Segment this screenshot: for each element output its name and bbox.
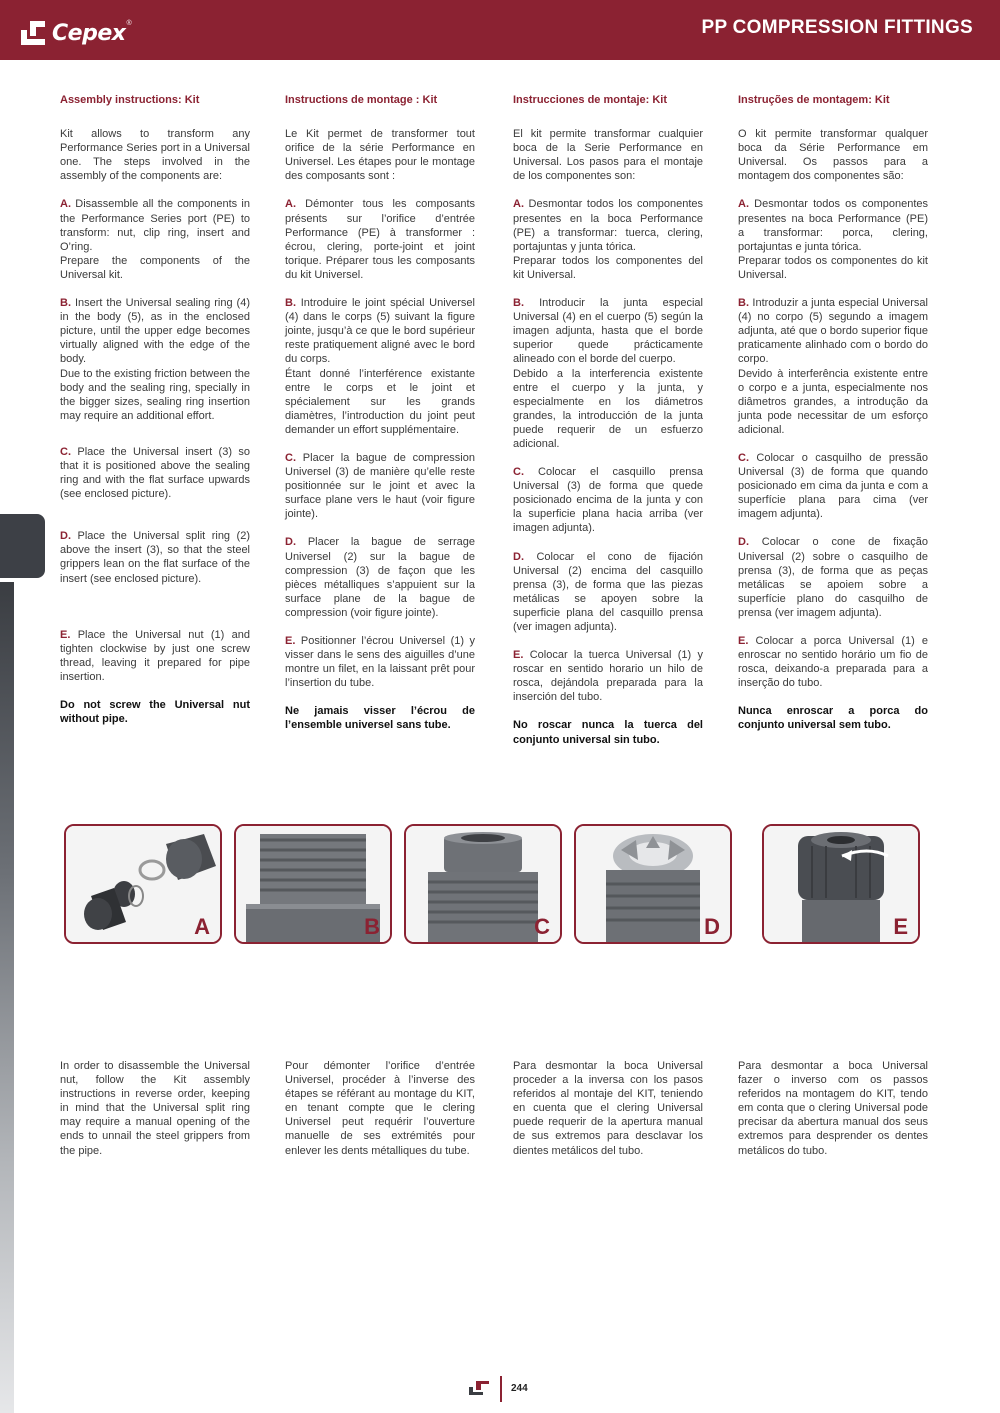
column-title: Instruções de montagem: Kit bbox=[738, 94, 890, 106]
page-title: PP COMPRESSION FITTINGS bbox=[701, 17, 973, 38]
step-label: D. bbox=[285, 536, 296, 549]
step-text: Colocar el casquillo prensa Universal (3) de forma que quede posicionado encima de la junta y con la superficie plana hacia arriba (ver imagen adjunta). bbox=[513, 466, 703, 535]
step-e bbox=[513, 648, 703, 704]
column-spanish bbox=[513, 93, 703, 761]
brand-name: Cepex bbox=[52, 20, 126, 46]
step-text: Colocar la tuerca Universal (1) y roscar en sentido horario un hilo de rosca, dejándola preparada para la inserción del tubo. bbox=[513, 649, 703, 704]
step-label: B. bbox=[285, 297, 296, 310]
step-text: Desmontar todos los componentes presentes en la boca Performance (PE) a transformar: tuerca, clering, portajuntas y junta tórica. bbox=[513, 198, 703, 253]
side-gradient-bar bbox=[0, 582, 14, 1413]
step-label: C. bbox=[60, 445, 71, 458]
step-label: D. bbox=[60, 530, 71, 543]
step-label: A. bbox=[738, 198, 749, 211]
page-number: 244 bbox=[511, 1383, 528, 1394]
step-label: A. bbox=[60, 198, 71, 211]
step-a bbox=[738, 197, 928, 282]
intro-text: El kit permite transformar cualquier boca de la Serie Performance en Universal. Los pasos para el montaje de los componentes son: bbox=[513, 128, 703, 183]
intro-text: Le Kit permet de transformer tout orifice de la série Performance en Universel. Les étapes pour le montage des composants sont : bbox=[285, 128, 475, 183]
step-extra: Preparar todos los componentes del kit Universal. bbox=[513, 254, 703, 281]
photo-c bbox=[404, 824, 562, 944]
step-extra: Due to the existing friction between the body and the sealing ring, specially in the bigger sizes, sealing ring insertion may require an additional effort. bbox=[60, 367, 250, 422]
warning-text: Do not screw the Universal nut without pipe. bbox=[60, 699, 250, 726]
step-c bbox=[513, 465, 703, 535]
step-label: B. bbox=[513, 297, 524, 310]
step-b bbox=[60, 296, 250, 423]
photo-e bbox=[762, 824, 920, 944]
step-text: Desmontar todos os componentes presentes na boca Performance (PE) a transformar: porca, clering, portajuntas e junta tórica. bbox=[738, 198, 928, 253]
photo-letter: E bbox=[893, 914, 908, 939]
photo-d bbox=[574, 824, 732, 944]
photo-letter: B bbox=[364, 914, 380, 939]
step-extra: Devido à interferência existente entre o corpo e a junta, especialmente nos diâmetros grandes, a introdução da junta pode necessitar de um esforço adicional. bbox=[738, 367, 928, 436]
disassembly-spanish: Para desmontar la boca Universal proceder a la inversa con los pasos referidos al montaje del KIT, teniendo en cuenta que el clering Universal puede requerir de la apertura manual de sus extremos para desclavar los dientes metálicos del tubo. bbox=[513, 1060, 703, 1157]
step-text: Colocar o casquilho de pressão Universal (3) de forma que quando posicionado em cima da junta e com a superfície plana para cima (ver imagem adjunta). bbox=[738, 451, 928, 521]
warning-text: Ne jamais visser l’écrou de l’ensemble universel sans tube. bbox=[285, 705, 475, 732]
step-extra: Étant donné l’interférence existante entre le corps et le joint et spécialement sur les grands diamètres, l’introduction du joint peut demander un effort supplémentaire. bbox=[285, 367, 475, 436]
step-label: E. bbox=[60, 628, 71, 641]
step-text: Introduzir a junta especial Universal (4) no corpo (5) segundo a imagem adjunta, até que o bordo superior fique praticamente alinhado com o bordo do corpo. bbox=[738, 297, 928, 366]
step-d bbox=[738, 535, 928, 620]
brand-logo bbox=[18, 16, 132, 50]
photo-letter: C bbox=[534, 914, 550, 939]
column-title: Instrucciones de montaje: Kit bbox=[513, 94, 668, 106]
step-extra: Prepare the components of the Universal kit. bbox=[60, 254, 250, 281]
step-text: Insert the Universal sealing ring (4) in the body (5), as in the enclosed picture, until the upper edge becomes virtually aligned with the edge of the body. bbox=[60, 297, 250, 366]
step-text: Disassemble all the components in the Performance Series port (PE) to transform: nut, clip ring, insert and O’ring. bbox=[60, 198, 250, 253]
step-text: Colocar el cono de fijación Universal (2) encima del casquillo prensa (3), de forma que las piezas metálicas se apoyen sobre la superficie plana del casquillo prensa (ver imagen adjunta). bbox=[513, 550, 703, 633]
photo-letter: A bbox=[194, 914, 210, 939]
registered-mark: ® bbox=[126, 20, 132, 27]
photo-a bbox=[64, 824, 222, 944]
step-text: Colocar a porca Universal (1) e enroscar no sentido horário um fio de rosca, deixando-a preparada para a inserção do tubo. bbox=[738, 635, 928, 690]
warning-text: No roscar nunca la tuerca del conjunto universal sin tubo. bbox=[513, 719, 703, 746]
step-b bbox=[285, 296, 475, 437]
warning-text: Nunca enroscar a porca do conjunto universal sem tubo. bbox=[738, 705, 928, 732]
disassembly-french: Pour démonter l’orifice d’entrée Universel, procéder à l’inverse des étapes se référant au montage du KIT, en tenant compte que le clering Universel peut requérir l’ouverture manuelle de ses extrémités pour enlever les dents métalliques du tube. bbox=[285, 1060, 475, 1157]
step-text: Colocar o cone de fixação Universal (2) sobre o casquilho de prensa (3), de forma que as peças metálicas se apoiem sobre a superfície plano do casquilho de prensa (ver imagem adjunta). bbox=[738, 536, 928, 619]
step-d bbox=[285, 535, 475, 620]
photo-b bbox=[234, 824, 392, 944]
step-label: E. bbox=[738, 635, 749, 647]
step-c bbox=[285, 451, 475, 521]
column-title: Instructions de montage : Kit bbox=[285, 94, 438, 106]
step-text: Introduire le joint spécial Universel (4) dans le corps (5) suivant la figure jointe, jusqu’à ce que le bord supérieur reste pratiquement aligné avec le bord du corps. bbox=[285, 297, 475, 366]
step-label: D. bbox=[513, 550, 524, 563]
step-text: Introducir la junta especial Universal (4) en el cuerpo (5) según la imagen adjunta, hasta que el borde superior quede prácticamente alineado con el borde del cuerpo. bbox=[513, 297, 703, 366]
step-text: Positionner l’écrou Universel (1) y visser dans le sens des aiguilles d’une montre un filet, en la laissant prêt pour l’insertion du tube. bbox=[285, 635, 475, 690]
step-text: Placer la bague de compression Universel (3) de manière qu’elle reste positionnée sur le joint et avec la surface plane vers le haut (voir figure jointe). bbox=[285, 451, 475, 521]
step-a bbox=[513, 197, 703, 282]
step-label: B. bbox=[738, 297, 749, 310]
column-french bbox=[285, 93, 475, 747]
step-label: C. bbox=[738, 451, 749, 464]
section-tab bbox=[0, 514, 45, 578]
footer-divider bbox=[500, 1376, 502, 1402]
step-text: Place the Universal insert (3) so that it is positioned above the sealing ring and with the flat surface upwards (see enclosed picture). bbox=[60, 445, 250, 501]
header-bar bbox=[0, 0, 1000, 60]
photo-letter: D bbox=[704, 914, 720, 939]
column-portuguese bbox=[738, 93, 928, 747]
step-a bbox=[60, 197, 250, 282]
step-d bbox=[60, 529, 250, 585]
cepex-footer-logo-icon bbox=[468, 1380, 490, 1396]
assembly-photos bbox=[64, 824, 920, 944]
step-e bbox=[738, 634, 928, 690]
step-label: A. bbox=[513, 198, 524, 211]
step-label: A. bbox=[285, 198, 296, 211]
step-text: Démonter tous les composants présents sur l’orifice d’entrée Performance (PE) à transformer : écrou, clering, porte-joint et joint torique. Préparer tous les composants du kit Universel. bbox=[285, 198, 475, 281]
step-text: Place the Universal nut (1) and tighten clockwise by just one screw thread, leaving it prepared for pipe insertion. bbox=[60, 628, 250, 683]
intro-text: Kit allows to transform any Performance Series port in a Universal one. The steps involved in the assembly of the components are: bbox=[60, 128, 250, 183]
step-text: Placer la bague de serrage Universel (2) sur la bague de compression (3) de façon que les pièces métalliques s’appuient sur la surface plane de la bague de compression (voir figure jointe). bbox=[285, 536, 475, 619]
step-label: C. bbox=[513, 466, 524, 479]
step-e bbox=[60, 628, 250, 684]
column-english bbox=[60, 93, 250, 740]
step-c bbox=[738, 451, 928, 521]
step-b bbox=[738, 296, 928, 437]
step-text: Place the Universal split ring (2) above the insert (3), so that the steel grippers lean on the flat surface of the insert (see enclosed picture). bbox=[60, 530, 250, 585]
disassembly-portuguese: Para desmontar a boca Universal fazer o inverso com os passos referidos na montagem do KIT, tendo em conta que o clering Universal pode precisar da abertura manual dos seus extremos para desprender os dentes metálicos do tubo. bbox=[738, 1060, 928, 1157]
step-label: B. bbox=[60, 297, 71, 310]
step-a bbox=[285, 197, 475, 282]
step-extra: Debido a la interferencia existente entre el cuerpo y la junta, y especialmente en los diámetros grandes, la introducción de la junta puede requerir de un esfuerzo adicional. bbox=[513, 367, 703, 450]
cepex-logo-icon bbox=[18, 18, 48, 48]
step-label: E. bbox=[285, 635, 296, 647]
step-d bbox=[513, 550, 703, 635]
disassembly-english: In order to disassemble the Universal nut, follow the Kit assembly instructions in reverse order, keeping in mind that the Universal split ring may require a manual opening of the ends to unnail the steel grippers from the pipe. bbox=[60, 1060, 250, 1157]
step-extra: Preparar todos os componentes do kit Universal. bbox=[738, 254, 928, 281]
step-b bbox=[513, 296, 703, 451]
intro-text: O kit permite transformar qualquer boca da Série Performance em Universal. Os passos para a montagem dos componentes são: bbox=[738, 128, 928, 183]
step-label: D. bbox=[738, 536, 749, 549]
step-e bbox=[285, 634, 475, 690]
column-title: Assembly instructions: Kit bbox=[60, 94, 200, 106]
step-c bbox=[60, 445, 250, 501]
step-label: E. bbox=[513, 649, 524, 662]
step-label: C. bbox=[285, 451, 296, 464]
